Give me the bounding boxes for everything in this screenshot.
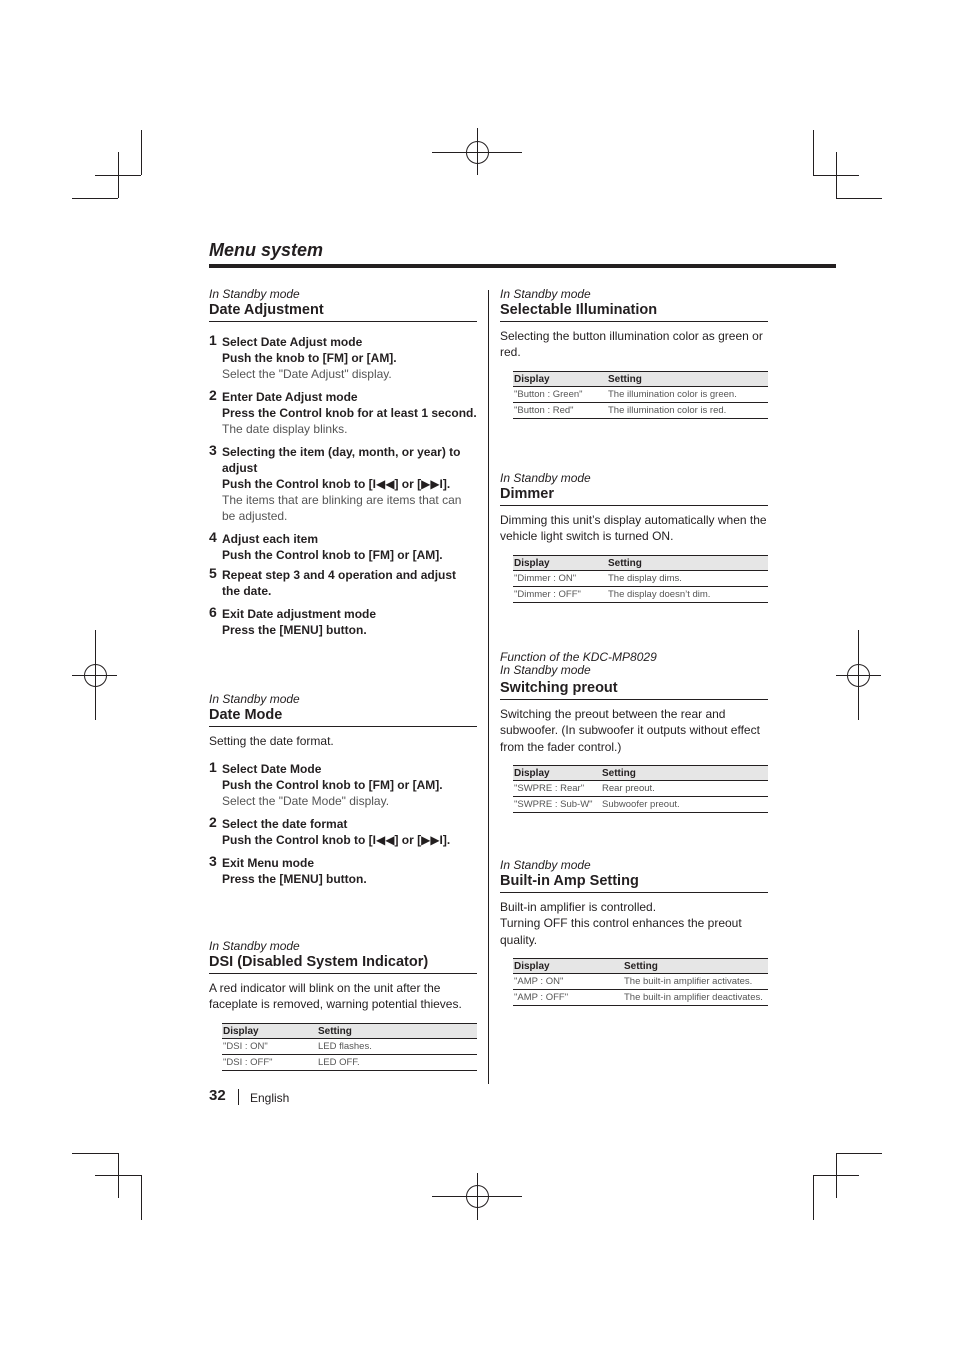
step-number: 5 bbox=[209, 565, 217, 581]
table-row bbox=[513, 780, 768, 796]
step-action: Push the Control knob to [I◀◀] or [▶▶I]. bbox=[222, 833, 451, 848]
step-title: Selecting the item (day, month, or year) to adjust bbox=[222, 445, 461, 475]
step-item bbox=[209, 606, 477, 638]
dsi-section bbox=[209, 939, 477, 1071]
step-title: Exit Date adjustment mode bbox=[222, 607, 377, 621]
table-header-setting: Setting bbox=[623, 958, 768, 973]
table-cell: The display dims. bbox=[607, 570, 768, 586]
table-cell: "Button : Green" bbox=[513, 386, 607, 402]
switching-preout-section bbox=[500, 651, 768, 813]
section-description: Dimming this unit’s display automatically when the vehicle light switch is turned ON. bbox=[500, 513, 767, 544]
table-cell: "Dimmer : ON" bbox=[513, 570, 607, 586]
table-header-setting: Setting bbox=[317, 1023, 477, 1038]
step-title: Select Date Mode bbox=[222, 762, 322, 777]
section-title: DSI (Disabled System Indicator) bbox=[209, 954, 429, 970]
table-header-display: Display bbox=[222, 1023, 317, 1038]
section-title: Dimmer bbox=[500, 486, 554, 502]
table-header-display: Display bbox=[513, 765, 601, 780]
mode-label: In Standby mode bbox=[209, 939, 300, 953]
mode-label: In Standby mode bbox=[209, 692, 300, 706]
section-rule bbox=[209, 973, 477, 974]
table-header-display: Display bbox=[513, 371, 607, 386]
step-note: The items that are blinking are items that can be adjusted. bbox=[222, 493, 462, 523]
step-item bbox=[209, 855, 477, 887]
step-number: 1 bbox=[209, 332, 217, 348]
section-rule bbox=[500, 321, 768, 322]
step-title: Select the date format bbox=[222, 817, 348, 832]
table-cell: "SWPRE : Sub-W" bbox=[513, 796, 601, 812]
table-row bbox=[513, 973, 768, 989]
description-line: Turning OFF this control enhances the preout quality. bbox=[500, 916, 742, 947]
footer-language: English bbox=[250, 1091, 290, 1105]
table-cell: "DSI : ON" bbox=[222, 1038, 317, 1054]
mode-label: In Standby mode bbox=[500, 858, 591, 872]
table-cell: The illumination color is red. bbox=[607, 402, 768, 418]
table-cell: "Button : Red" bbox=[513, 402, 607, 418]
selectable-illumination-section bbox=[500, 287, 768, 419]
step-item bbox=[209, 444, 477, 524]
table-header-display: Display bbox=[513, 555, 607, 570]
section-description: A red indicator will blink on the unit after the faceplate is removed, warning potential thieves. bbox=[209, 981, 462, 1012]
function-note: Function of the KDC-MP8029 bbox=[500, 650, 657, 664]
date-adjustment-section bbox=[209, 287, 477, 638]
table-row bbox=[513, 570, 768, 586]
title-rule bbox=[209, 264, 836, 268]
table-cell: LED OFF. bbox=[317, 1054, 477, 1070]
table-row bbox=[513, 796, 768, 812]
settings-table bbox=[513, 958, 768, 1006]
section-description: Selecting the button illumination color as green or red. bbox=[500, 329, 763, 360]
step-title: Select Date Adjust mode bbox=[222, 335, 363, 349]
step-item bbox=[209, 816, 477, 848]
step-action: Push the Control knob to [I◀◀] or [▶▶I]. bbox=[222, 477, 451, 491]
settings-table bbox=[513, 371, 768, 419]
table-row bbox=[513, 402, 768, 418]
table-row bbox=[222, 1054, 477, 1070]
table-header-display: Display bbox=[513, 958, 623, 973]
table-cell: "DSI : OFF" bbox=[222, 1054, 317, 1070]
page-title: Menu system bbox=[209, 240, 324, 260]
table-cell: The built-in amplifier deactivates. bbox=[623, 989, 768, 1005]
table-header-setting: Setting bbox=[601, 765, 768, 780]
section-description: Setting the date format. bbox=[209, 734, 334, 748]
settings-table bbox=[222, 1023, 477, 1071]
section-title: Built-in Amp Setting bbox=[500, 873, 639, 889]
table-header-setting: Setting bbox=[607, 371, 768, 386]
table-cell: "Dimmer : OFF" bbox=[513, 586, 607, 602]
settings-table bbox=[513, 555, 768, 603]
step-number: 6 bbox=[209, 604, 217, 620]
section-title: Switching preout bbox=[500, 680, 618, 696]
step-item bbox=[209, 531, 477, 563]
table-row bbox=[513, 586, 768, 602]
step-number: 3 bbox=[209, 853, 217, 870]
table-header-setting: Setting bbox=[607, 555, 768, 570]
table-row bbox=[513, 386, 768, 402]
step-note: Select the "Date Mode" display. bbox=[222, 794, 390, 809]
section-title: Date Adjustment bbox=[209, 302, 324, 318]
table-cell: The illumination color is green. bbox=[607, 386, 768, 402]
section-rule bbox=[209, 726, 477, 727]
step-title: Repeat step 3 and 4 operation and adjust the date. bbox=[222, 568, 457, 598]
step-title: Adjust each item bbox=[222, 532, 319, 546]
table-row bbox=[222, 1038, 477, 1054]
step-action: Push the Control knob to [FM] or [AM]. bbox=[222, 548, 443, 562]
step-action: Push the knob to [FM] or [AM]. bbox=[222, 351, 397, 365]
table-row bbox=[513, 989, 768, 1005]
step-action: Press the [MENU] button. bbox=[222, 872, 367, 887]
footer-separator bbox=[238, 1089, 239, 1105]
step-action: Press the Control knob for at least 1 second. bbox=[222, 406, 477, 420]
table-cell: "AMP : ON" bbox=[513, 973, 623, 989]
mode-label: In Standby mode bbox=[500, 471, 591, 485]
table-cell: Rear preout. bbox=[601, 780, 768, 796]
step-title: Exit Menu mode bbox=[222, 856, 315, 871]
step-title: Enter Date Adjust mode bbox=[222, 390, 358, 404]
step-number: 2 bbox=[209, 814, 217, 831]
step-item bbox=[209, 334, 477, 382]
step-number: 4 bbox=[209, 529, 217, 545]
step-note: Select the "Date Adjust" display. bbox=[222, 367, 392, 381]
section-title: Date Mode bbox=[209, 707, 283, 723]
mode-label: In Standby mode bbox=[500, 287, 591, 301]
step-action: Push the Control knob to [FM] or [AM]. bbox=[222, 778, 443, 793]
section-title: Selectable Illumination bbox=[500, 302, 658, 318]
step-action: Press the [MENU] button. bbox=[222, 623, 367, 637]
column-divider bbox=[488, 290, 489, 1084]
section-rule bbox=[500, 699, 768, 700]
step-item bbox=[209, 761, 477, 809]
step-number: 2 bbox=[209, 387, 217, 403]
step-item bbox=[209, 389, 477, 437]
step-number: 3 bbox=[209, 442, 217, 458]
section-rule bbox=[500, 505, 768, 506]
table-cell: "SWPRE : Rear" bbox=[513, 780, 601, 796]
table-cell: "AMP : OFF" bbox=[513, 989, 623, 1005]
date-mode-section bbox=[209, 692, 477, 887]
mode-label: In Standby mode bbox=[209, 287, 300, 301]
settings-table bbox=[513, 765, 768, 813]
section-description: Switching the preout between the rear and subwoofer. (In subwoofer it outputs without effect from the fader control.) bbox=[500, 707, 760, 754]
step-number: 1 bbox=[209, 759, 217, 776]
dimmer-section bbox=[500, 471, 768, 603]
mode-label: In Standby mode bbox=[500, 663, 591, 677]
table-cell: Subwoofer preout. bbox=[601, 796, 768, 812]
step-item bbox=[209, 567, 477, 599]
description-line: Built-in amplifier is controlled. bbox=[500, 900, 657, 914]
table-cell: The built-in amplifier activates. bbox=[623, 973, 768, 989]
step-note: The date display blinks. bbox=[222, 422, 348, 436]
table-cell: LED flashes. bbox=[317, 1038, 477, 1054]
section-description bbox=[500, 899, 768, 948]
amp-setting-section bbox=[500, 858, 768, 1006]
page-number: 32 bbox=[209, 1087, 226, 1104]
table-cell: The display doesn’t dim. bbox=[607, 586, 768, 602]
section-rule bbox=[500, 892, 768, 893]
